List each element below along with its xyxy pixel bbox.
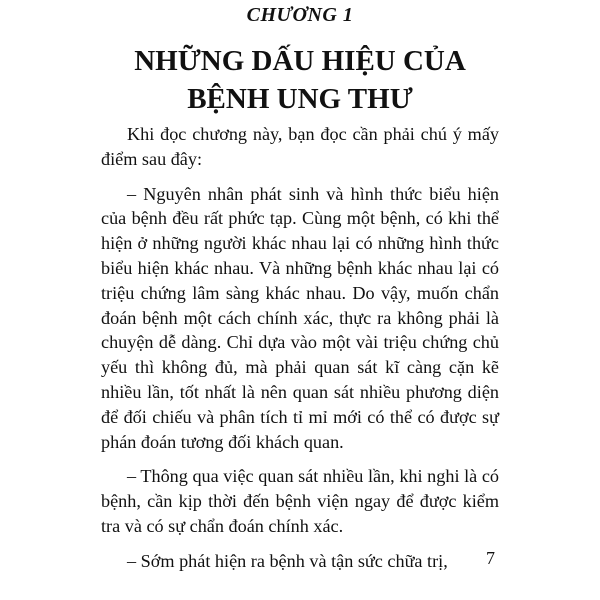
chapter-title-line-2: BỆNH UNG THƯ xyxy=(187,83,413,115)
paragraph-early-detection: – Sớm phát hiện ra bệnh và tận sức chữa trị, xyxy=(127,550,448,571)
paragraph-observation: – Thông qua việc quan sát nhiều lần, khi nghi là có bệnh, cần kịp thời đến bệnh viện ngay để được kiểm tra và có sự chẩn đoán chính xác. xyxy=(101,466,499,536)
chapter-label: CHƯƠNG 1 xyxy=(246,4,354,26)
body-text xyxy=(101,122,499,584)
page-number: 7 xyxy=(486,548,495,568)
paragraph-intro: Khi đọc chương này, bạn đọc cần phải chú ý mấy điểm sau đây: xyxy=(101,124,499,169)
chapter-title-line-1: NHỮNG DẤU HIỆU CỦA xyxy=(134,45,466,77)
paragraph-causes: – Nguyên nhân phát sinh và hình thức biểu hiện của bệnh đều rất phức tạp. Cùng một bệnh, có khi thể hiện ở những người khác nhau lại có những hình thức biểu hiện khác nhau. Và những bệnh khác nhau lại có triệu chứng lâm sàng khác nhau. Do vậy, muốn chẩn đoán bệnh một cách chính xác, thực ra không phải là chuyện dễ dàng. Chỉ dựa vào một vài triệu chứng chủ yếu thì không đủ, mà phải quan sát kĩ càng cặn kẽ nhiều lần, tốt nhất là nên quan sát nhiều phương diện để đối chiếu và phân tích tỉ mỉ mới có thể có được sự phán đoán tương đối khách quan. xyxy=(101,183,499,452)
chapter-title xyxy=(0,42,600,118)
